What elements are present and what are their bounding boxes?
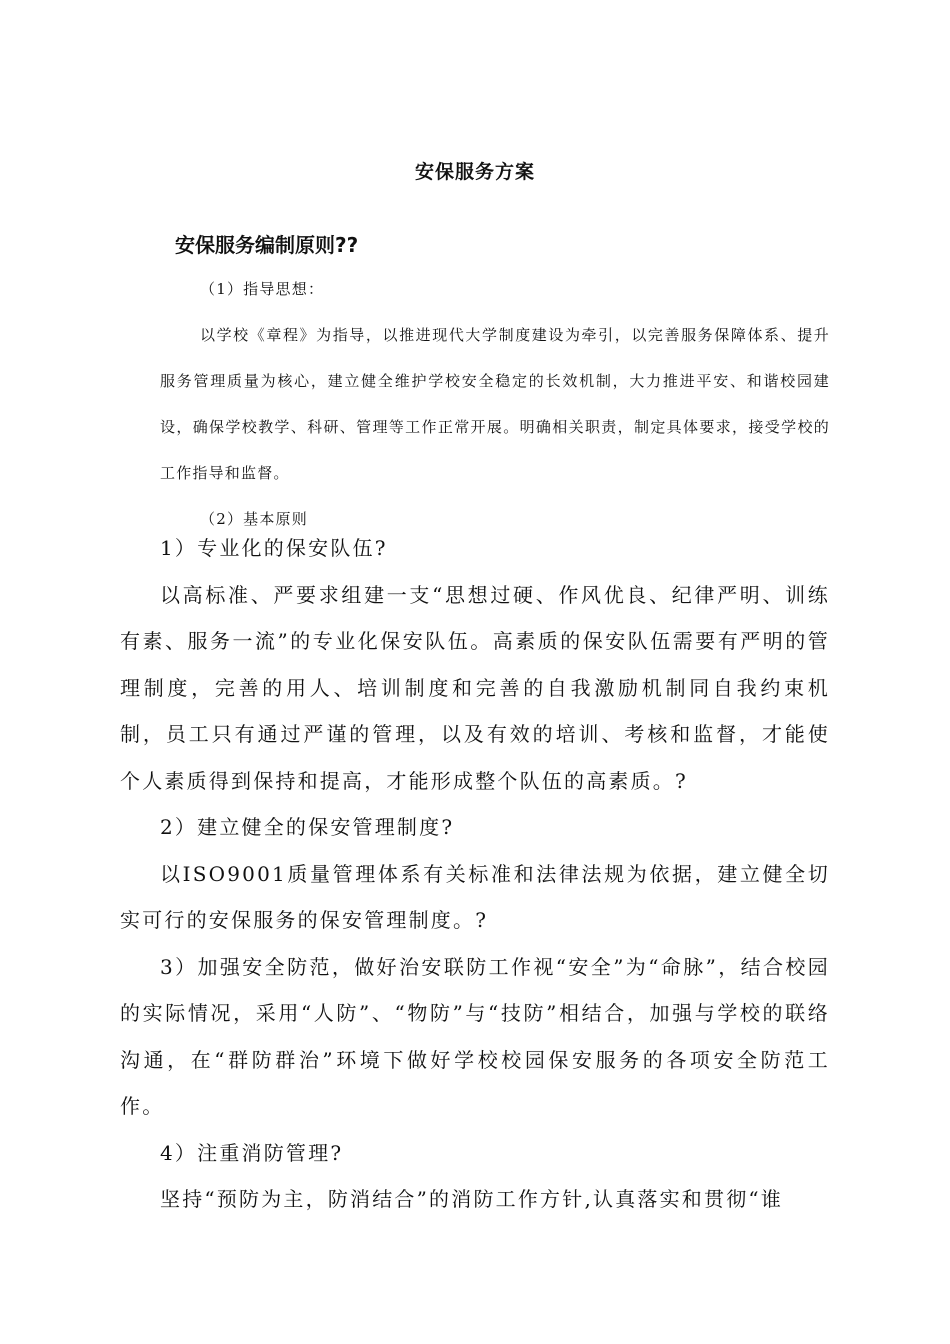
item-3-paragraph: 3）加强安全防范，做好治安联防工作视“安全”为“命脉”，结合校园的实际情况，采用“人防”、“物防”与“技防”相结合，加强与学校的联络沟通，在“群防群治”环境下做好学校校园保安服务的各项安全防范工作。	[120, 954, 830, 1118]
guiding-label: （1）指导思想：	[200, 280, 325, 298]
item-4-heading: 4）注重消防管理?	[160, 1140, 344, 1165]
guiding-section	[120, 266, 830, 542]
item-2-paragraph: 以ISO9001质量管理体系有关标准和法律法规为依据，建立健全切实可行的安保服务的保安管理制度。?	[120, 861, 830, 932]
section-heading: 安保服务编制原则??	[175, 233, 359, 257]
guiding-paragraph: 以学校《章程》为指导，以推进现代大学制度建设为牵引，以完善服务保障体系、提升服务管理质量为核心，建立健全维护学校安全稳定的长效机制，大力推进平安、和谐校园建设，确保学校教学、科研、管理等工作正常开展。明确相关职责，制定具体要求，接受学校的工作指导和监督。	[160, 326, 830, 482]
item-1-paragraph: 以高标准、严要求组建一支“思想过硬、作风优良、纪律严明、训练有素、服务一流”的专业化保安队伍。高素质的保安队伍需要有严明的管理制度，完善的用人、培训制度和完善的自我激励机制同自我约束机制，员工只有通过严谨的管理，以及有效的培训、考核和监督，才能使个人素质得到保持和提高，才能形成整个队伍的高素质。?	[120, 582, 830, 793]
item-2-heading: 2）建立健全的保安管理制度?	[160, 815, 455, 839]
item-1-heading: 1）专业化的保安队伍?	[160, 536, 388, 560]
principles-list	[120, 525, 830, 1223]
item-4-paragraph: 坚持“预防为主，防消结合”的消防工作方针,认真落实和贯彻“谁	[160, 1187, 784, 1211]
basic-principles-label: （2）基本原则	[200, 510, 308, 528]
document-title: 安保服务方案	[414, 161, 535, 183]
